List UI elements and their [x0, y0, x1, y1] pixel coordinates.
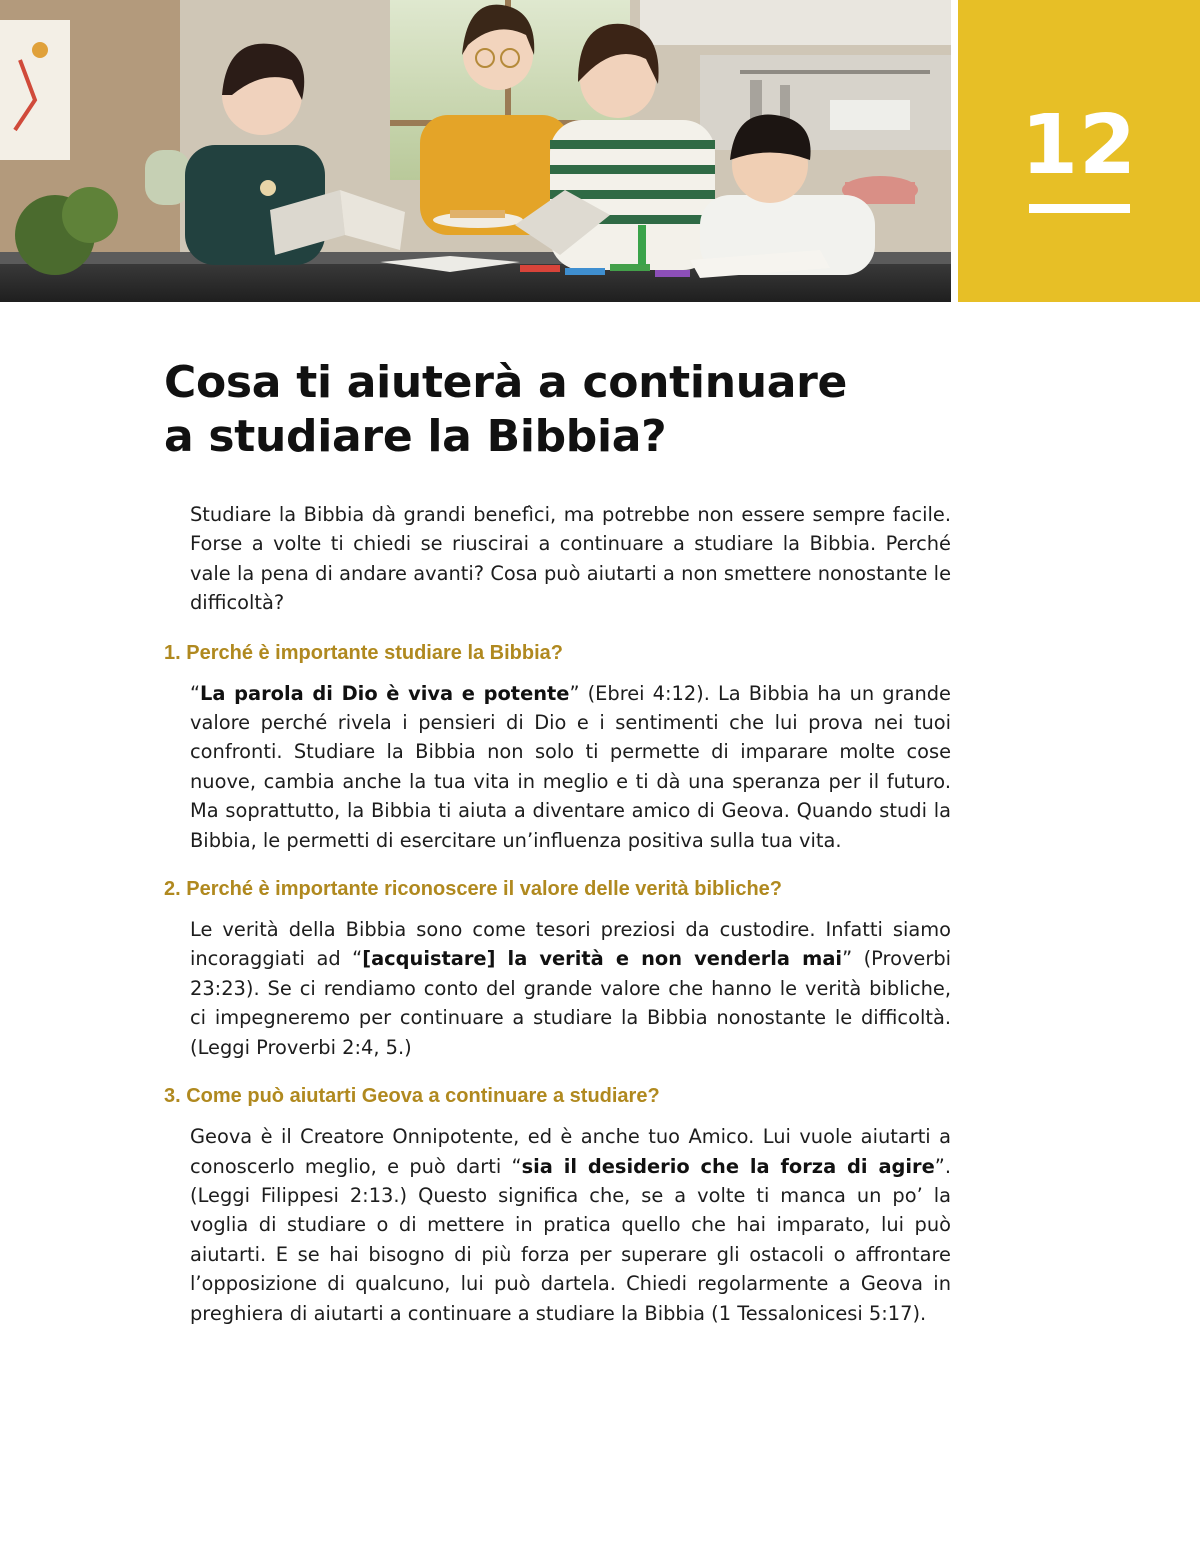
section-1: [164, 639, 951, 855]
scripture-quote: [acquistare] la verità e non venderla mai: [362, 947, 843, 971]
header-photo: [0, 0, 951, 302]
scripture-quote: La parola di Dio è viva e potente: [200, 681, 570, 705]
answer-text-before: Geova è il Creatore Onnipotente, ed è anche tuo Amico. Lui vuole aiutarti a conoscerlo meglio, e può darti “: [190, 1125, 951, 1178]
answer-text-before: Le verità della Bibbia sono come tesori preziosi da custodire. Infatti siamo incoraggiati ad “: [190, 918, 951, 971]
scripture-quote: sia il desiderio che la forza di agire: [521, 1154, 935, 1178]
chapter-number: 12: [1020, 98, 1138, 193]
question-heading: 1. Perché è importante studiare la Bibbia?: [164, 641, 564, 664]
section-2: [164, 875, 951, 1062]
quote-mark: “: [190, 681, 201, 705]
chapter-underline: [1029, 204, 1130, 213]
answer-text-after: ”. (Leggi Filippesi 2:13.) Questo significa che, se a volte ti manca un po’ la voglia di studiare o di mettere in pratica quello che hai imparato, lui può aiutarti. E se hai bisogno di più forza per superare gli ostacoli o affrontare l’opposizione di qualcuno, lui può dartela. Chiedi regolarmente a Geova in preghiera di aiutarti a continuare a studiare la Bibbia (1 Tessalonicesi 5:17).: [190, 1154, 951, 1325]
answer-paragraph: [190, 679, 951, 855]
page-title: [164, 356, 924, 464]
section-3: [164, 1082, 951, 1328]
answer-text: ” (Ebrei 4:12). La Bibbia ha un grande valore perché rivela i pensieri di Dio e i sentimenti che lui prova nei tuoi confronti. Studiare la Bibbia non solo ti permette di imparare molte cose nuove, cambia anche la tua vita in meglio e ti dà una speranza per il futuro. Ma soprattutto, la Bibbia ti aiuta a diventare amico di Geova. Quando studi la Bibbia, le permetti di esercitare un’influenza positiva sulla tua vita.: [190, 681, 951, 852]
page-title-line-1: Cosa ti aiuterà a continuare: [164, 357, 848, 408]
question-heading: 3. Come può aiutarti Geova a continuare a studiare?: [164, 1085, 660, 1108]
answer-text-after: ” (Proverbi 23:23). Se ci rendiamo conto del grande valore che hanno le verità bibliche, ci impegneremo per continuare a studiare la Bibbia nonostante le difficoltà. (Leggi Proverbi 2:4, 5.): [190, 947, 952, 1059]
page-title-line-2: a studiare la Bibbia?: [164, 411, 667, 462]
family-study-illustration: [0, 0, 951, 302]
question-heading: 2. Perché è importante riconoscere il valore delle verità bibliche?: [164, 878, 783, 901]
chapter-badge: [958, 0, 1200, 302]
intro-paragraph: Studiare la Bibbia dà grandi benefìci, ma potrebbe non essere sempre facile. Forse a volte ti chiedi se riuscirai a continuare a studiare la Bibbia. Perché vale la pena di andare avanti? Cosa può aiutarti a non smettere nonostante le difficoltà?: [190, 503, 951, 615]
lesson-content: [164, 500, 951, 1348]
answer-paragraph: [190, 915, 951, 1062]
answer-paragraph: [190, 1122, 951, 1328]
